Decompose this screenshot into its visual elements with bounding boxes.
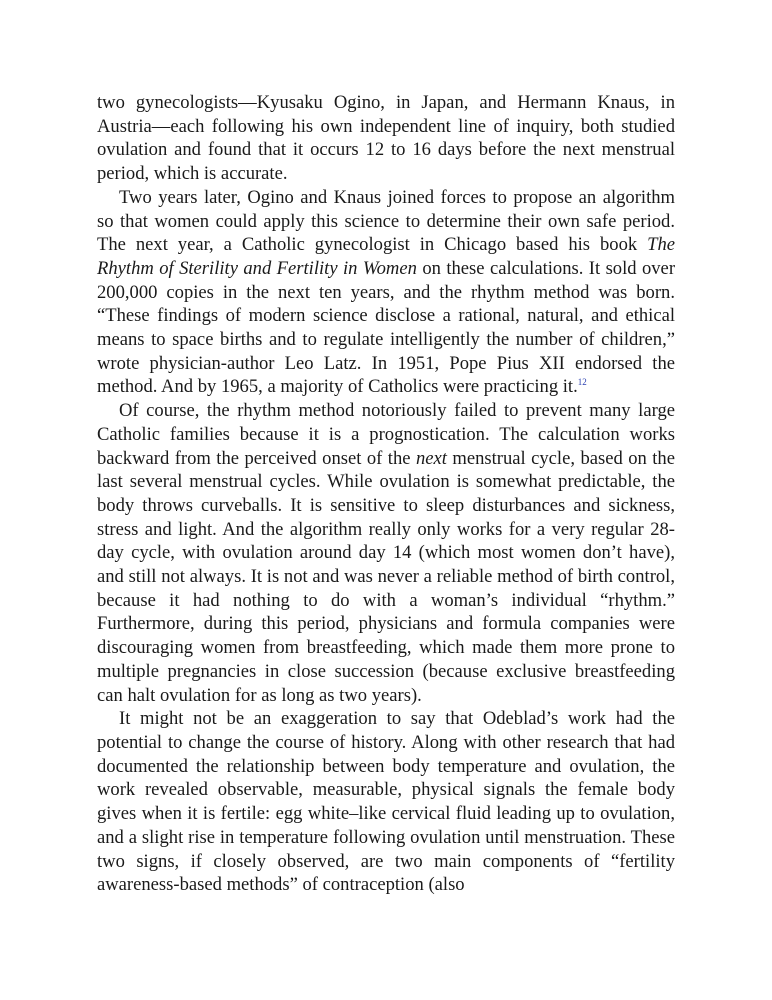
paragraph-text: Two years later, Ogino and Knaus joined forces to propose an algorithm so that women could apply this science to determine their own safe period. The next year, a Catholic gynecologist in Chicago based his book bbox=[97, 186, 675, 256]
paragraph-text: Of course, the rhythm method notoriously failed to prevent many large Catholic families because it is a prognostication. The calculation works backward from the perceived onset of the bbox=[97, 400, 675, 469]
paragraph-rhythm-method bbox=[97, 186, 675, 399]
footnote-reference[interactable]: 12 bbox=[577, 377, 587, 388]
paragraph-odeblad: It might not be an exaggeration to say that Odeblad’s work had the potential to change the course of history. Along with other research that had documented the relationship between body temperature and ovulation, the work revealed observable, measurable, physical signals the female body gives when it is fertile: egg white–like cervical fluid leading up to ovulation, and a slight rise in temperature following ovulation until menstruation. These two signs, if closely observed, are two main components of “fertility awareness-based methods” of contraception (also bbox=[97, 708, 675, 896]
paragraph-text: on these calculations. It sold over 200,000 copies in the next ten years, and the rhythm method was born. “These findings of modern science disclose a rational, natural, and ethical means to space births and to regulate intelligently the number of children,” wrote physician-author Leo Latz. In 1951, Pope Pius XII endorsed the method. And by 1965, a majority of Catholics were practicing it. bbox=[97, 257, 676, 398]
paragraph-ogino-knaus: two gynecologists—Kyusaku Ogino, in Japan, and Hermann Knaus, in Austria—each following his own independent line of inquiry, both studied ovulation and found that it occurs 12 to 16 days before the next menstrual period, which is accurate. bbox=[97, 92, 675, 185]
paragraph-text: menstrual cycle, based on the last several menstrual cycles. While ovulation is somewhat predictable, the body throws curveballs. It is sensitive to sleep disturbances and sickness, stress and light. And the algorithm really only works for a very regular 28-day cycle, with ovulation around day 14 (which most women don’t have), and still not always. It is not and was never a reliable method of birth control, because it had nothing to do with a woman’s individual “rhythm.” Furthermore, during this period, physicians and formula companies were discouraging women from breastfeeding, which made them more prone to multiple pregnancies in close succession (because exclusive breastfeeding can halt ovulation for as long as two years). bbox=[97, 447, 675, 706]
emphasized-word: next bbox=[415, 447, 447, 469]
page-body bbox=[97, 91, 675, 897]
book-title: The Rhythm of Sterility and Fertility in Women bbox=[97, 234, 675, 279]
paragraph-prognostication bbox=[97, 399, 675, 707]
